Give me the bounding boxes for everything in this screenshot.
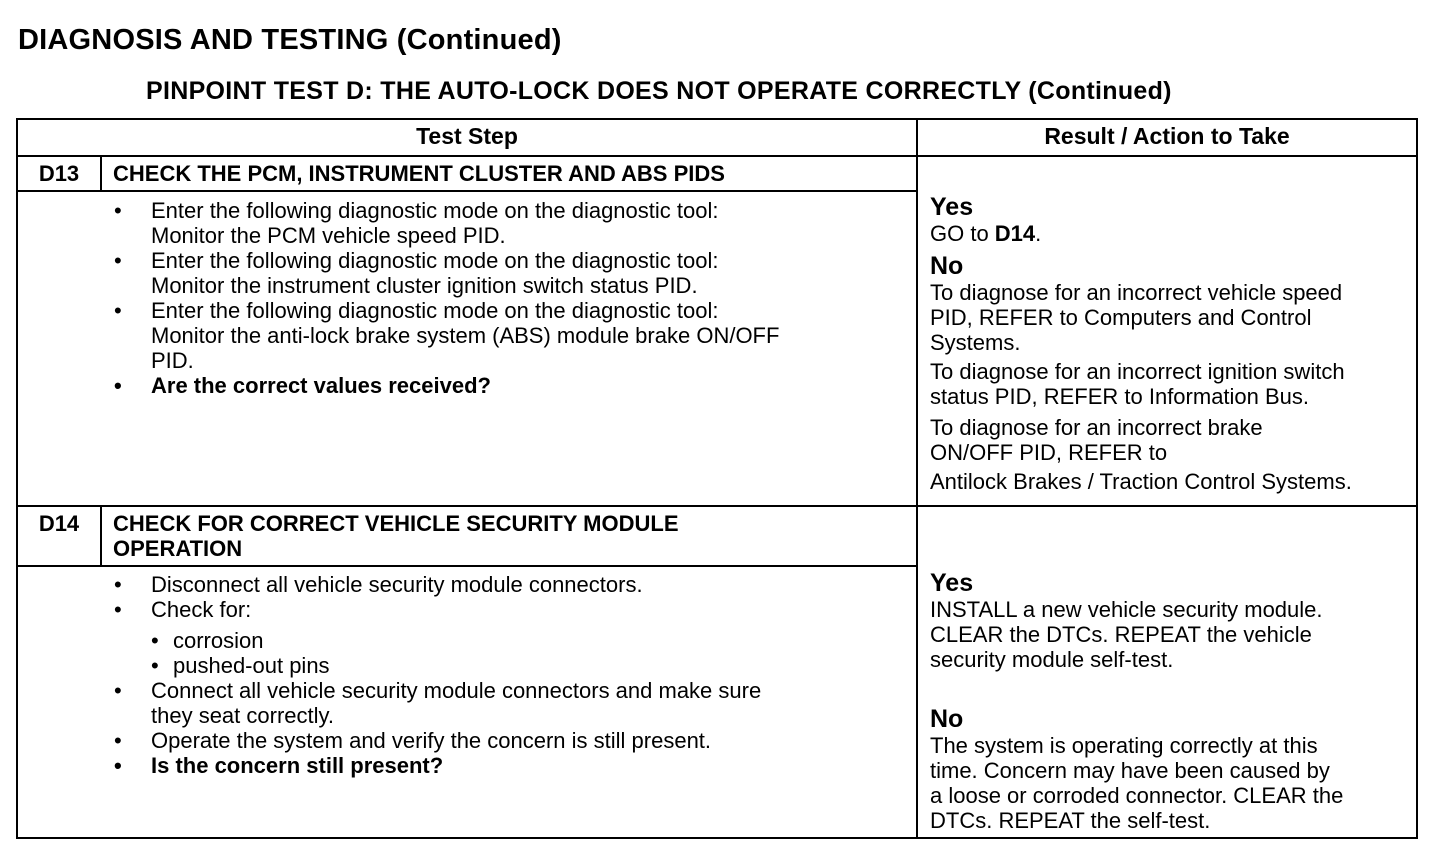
step-number-d13: D13 (38, 161, 80, 186)
d13-title-rule (18, 190, 916, 192)
list-item: • Enter the following diagnostic mode on the diagnostic tool: Monitor the instrument cluster ignition switch status PID. (114, 248, 779, 298)
list-item: • Disconnect all vehicle security module connectors. (114, 572, 761, 597)
d13-d14-rule (18, 505, 1416, 507)
d13-no-label: No (930, 252, 964, 280)
list-item: • pushed-out pins (151, 653, 761, 678)
d14-result-yes: Yes INSTALL a new vehicle security module. CLEAR the DTCs. REPEAT the vehicle security module self-test. (930, 569, 1323, 672)
d13-yes-action: GO to D14. (930, 221, 1042, 246)
d14-step-list (114, 572, 761, 778)
list-item: • Enter the following diagnostic mode on the diagnostic tool: Monitor the PCM vehicle speed PID. (114, 198, 779, 248)
list-item: • Operate the system and verify the concern is still present. (114, 728, 761, 753)
step-number-d14: D14 (38, 511, 80, 536)
d13-yes-label: Yes (930, 193, 974, 221)
d14-yes-label: Yes (930, 569, 974, 597)
d13-step-list (114, 198, 779, 398)
list-item-question: • Is the concern still present? (114, 753, 761, 778)
list-item: • corrosion (151, 628, 761, 653)
step-title-d14: CHECK FOR CORRECT VEHICLE SECURITY MODULE OPERATION (113, 511, 679, 561)
column-divider-main (916, 120, 918, 837)
list-item: • Check for: • corrosion • pushed-out pins (114, 597, 761, 678)
header-test-step: Test Step (416, 123, 518, 149)
list-item: • Enter the following diagnostic mode on the diagnostic tool: Monitor the anti-lock brake system (ABS) module brake ON/OFF PID. (114, 298, 779, 373)
d14-result-no: No The system is operating correctly at this time. Concern may have been caused by a loose or corroded connector. CLEAR the DTCs. REPEAT the self-test. (930, 705, 1344, 833)
list-item: • Connect all vehicle security module connectors and make sure they seat correctly. (114, 678, 761, 728)
header-result-action: Result / Action to Take (1044, 123, 1290, 149)
d14-number-divider (100, 506, 102, 566)
d14-reference: D14 (994, 221, 1036, 246)
d14-title-rule (18, 565, 916, 567)
pinpoint-test-table (16, 118, 1418, 839)
d13-result: Yes GO to D14. No To diagnose for an incorrect vehicle speed PID, REFER to Computers and Control Systems. To diagnose for an incorrect ignition switch status PID, REFER to Information Bus. To diagnose for an incorrect brake ON/OFF PID, REFER to Antilock Brakes / Traction Control Systems. (930, 193, 1352, 494)
header-rule (18, 155, 1416, 157)
pinpoint-test-title: PINPOINT TEST D: THE AUTO-LOCK DOES NOT OPERATE CORRECTLY (Continued) (146, 77, 1172, 105)
step-title-d13: CHECK THE PCM, INSTRUMENT CLUSTER AND ABS PIDS (113, 161, 725, 186)
d14-no-label: No (930, 705, 964, 733)
list-item-question: • Are the correct values received? (114, 373, 779, 398)
check-for-sublist (151, 628, 761, 678)
page-title: DIAGNOSIS AND TESTING (Continued) (18, 24, 562, 56)
d13-number-divider (100, 156, 102, 191)
